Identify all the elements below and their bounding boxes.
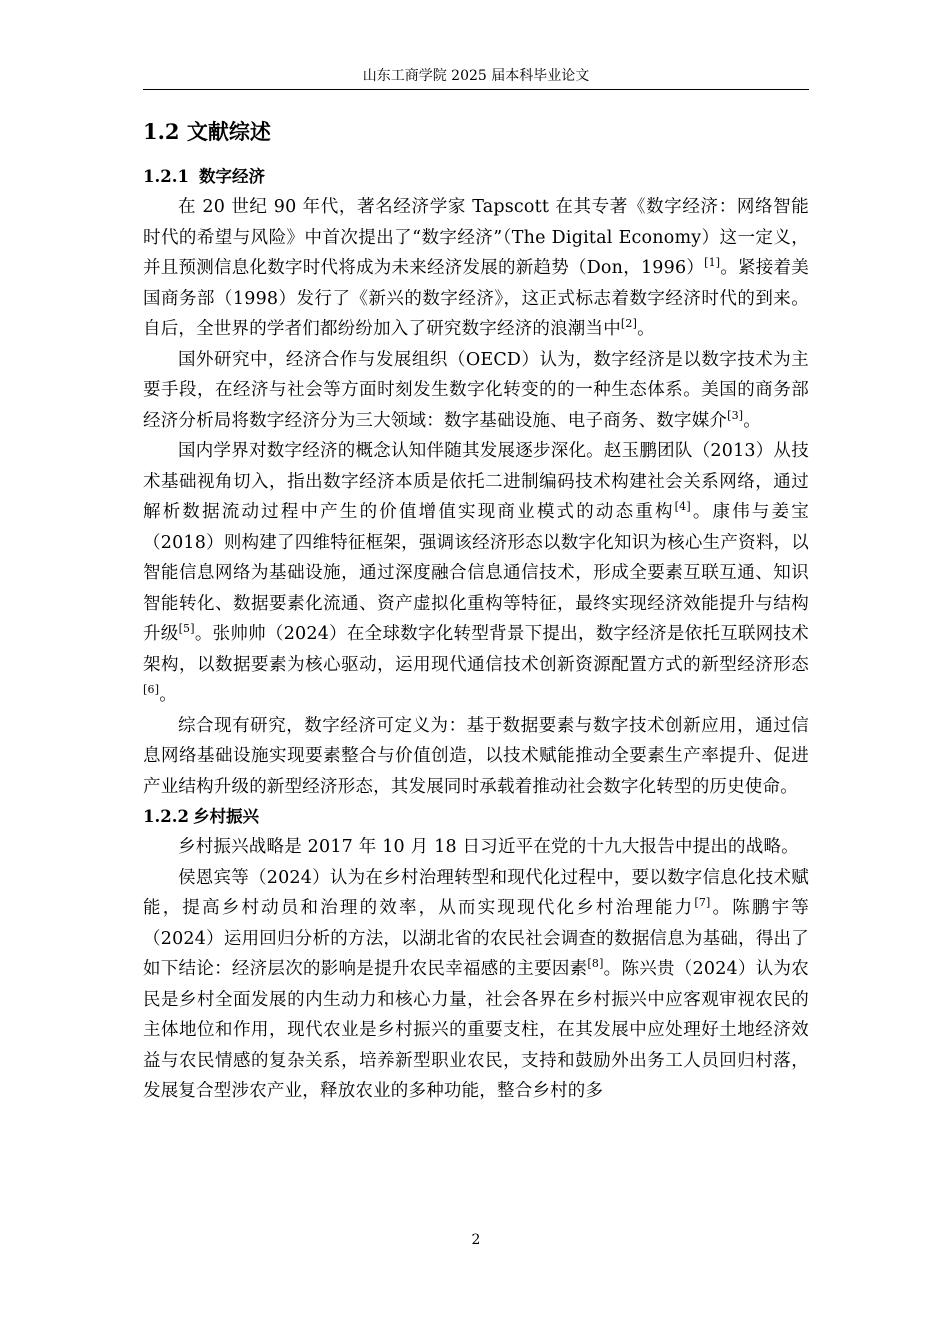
citation-ref: [1] — [704, 256, 721, 270]
citation-ref: [4] — [674, 500, 691, 514]
paragraph — [143, 345, 809, 437]
paragraph-text: 。陈兴贵（2024）认为农民是乡村全面发展的内生动力和核心力量，社会各界在乡村振兴中应客观审视农民的主体地位和作用，现代农业是乡村振兴的重要支柱，在其发展中应处理好土地经济效益与农民情感的复杂关系，培养新型职业农民，支持和鼓励外出务工人员回归村落，发展复合型涉农产业，释放农业的多种功能，整合乡村的多 — [143, 959, 809, 1101]
header-divider — [143, 89, 809, 90]
paragraph — [143, 832, 809, 863]
page-body — [143, 114, 809, 1107]
paragraph-text: 国外研究中，经济合作与发展组织（OECD）认为，数字经济是以数字技术为主要手段，在经济与社会等方面时刻发生数字化转变的的一种生态体系。美国的商务部经济分析局将数字经济分为三大领域：数字基础设施、电子商务、数字媒介 — [143, 349, 809, 431]
subsection-number: 1.2.2 — [143, 807, 189, 826]
subsection-title: 乡村振兴 — [192, 807, 259, 826]
citation-ref: [2] — [620, 317, 638, 331]
paragraph-text: 。 — [159, 685, 177, 705]
paragraph-text: 综合现有研究，数字经济可定义为：基于数据要素与数字技术创新应用，通过信息网络基础设施实现要素整合与价值创造，以技术赋能推动全要素生产率提升、促进产业结构升级的新型经济形态，其发展同时承载着推动社会数字化转型的历史使命。 — [143, 715, 809, 797]
citation-ref: [6] — [143, 683, 160, 697]
section-heading — [143, 114, 809, 150]
subsection-title: 数字经济 — [198, 167, 265, 186]
running-header: 山东工商学院 2025 届本科毕业论文 — [362, 68, 590, 84]
paragraph-text: 。紧接着美国商务部（1998）发行了《新兴的数字经济》，这正式标志着数字经济时代的到来。自后，全世界的学者们都纷纷加入了研究数字经济的浪潮当中 — [143, 258, 810, 339]
citation-ref: [7] — [694, 896, 711, 910]
paragraph — [143, 436, 809, 711]
paragraph-text: 。陈鹏宇等（2024）运用回归分析的方法，以湖北省的农民社会调查的数据信息为基础，得出了如下结论：经济层次的影响是提升农民幸福感的主要因素 — [143, 898, 810, 979]
paragraph-text: 侯恩宾等（2024）认为在乡村治理转型和现代化过程中，要以数字信息化技术赋能，提高乡村动员和治理的效率，从而实现现代化乡村治理能力 — [143, 867, 809, 918]
section-number: 1.2 — [143, 119, 180, 144]
paragraph-text: 乡村振兴战略是 2017 年 10 月 18 日习近平在党的十九大报告中提出的战略。 — [178, 837, 799, 857]
citation-ref: [5] — [178, 622, 195, 636]
citation-ref: [3] — [727, 408, 744, 422]
paragraph-text: 国内学界对数字经济的概念认知伴随其发展逐步深化。赵玉鹏团队（2013）从技术基础视角切入，指出数字经济本质是依托二进制编码技术构建社会关系网络，通过解析数据流动过程中产生的价值增值实现商业模式的动态重构 — [143, 441, 809, 522]
citation-ref: [8] — [587, 957, 604, 971]
paragraph-text: 。康伟与姜宝（2018）则构建了四维特征框架，强调该经济形态以数字化知识为核心生产资料，以智能信息网络为基础设施，通过深度融合信息通信技术，形成全要素互联互通、知识智能转化、数据要素化流通、资产虚拟化重构等特征，最终实现经济效能提升与结构升级 — [143, 502, 809, 644]
page-number: 2 — [471, 1232, 481, 1248]
subsection-heading-rural-revitalization — [143, 802, 809, 832]
paragraph — [143, 863, 809, 1107]
paragraph-text: 。 — [637, 319, 655, 339]
paragraph-text: 。 — [743, 410, 761, 431]
paragraph — [143, 711, 809, 803]
paragraph-text: 在 20 世纪 90 年代，著名经济学家 Tapscott 在其专著《数字经济：网络智能时代的希望与风险》中首次提出了“数字经济”（The Digital Economy）这一定义，并且预测信息化数字时代将成为未来经济发展的新趋势（Don，1996） — [143, 197, 809, 278]
subsection-number: 1.2.1 — [143, 167, 189, 186]
section-title: 文献综述 — [186, 119, 271, 144]
subsection-heading-digital-economy — [143, 162, 809, 192]
paragraph — [143, 192, 809, 345]
paragraph-text: 。张帅帅（2024）在全球数字化转型背景下提出，数字经济是依托互联网技术架构，以数据要素为核心驱动，运用现代通信技术创新资源配置方式的新型经济形态 — [143, 624, 810, 675]
